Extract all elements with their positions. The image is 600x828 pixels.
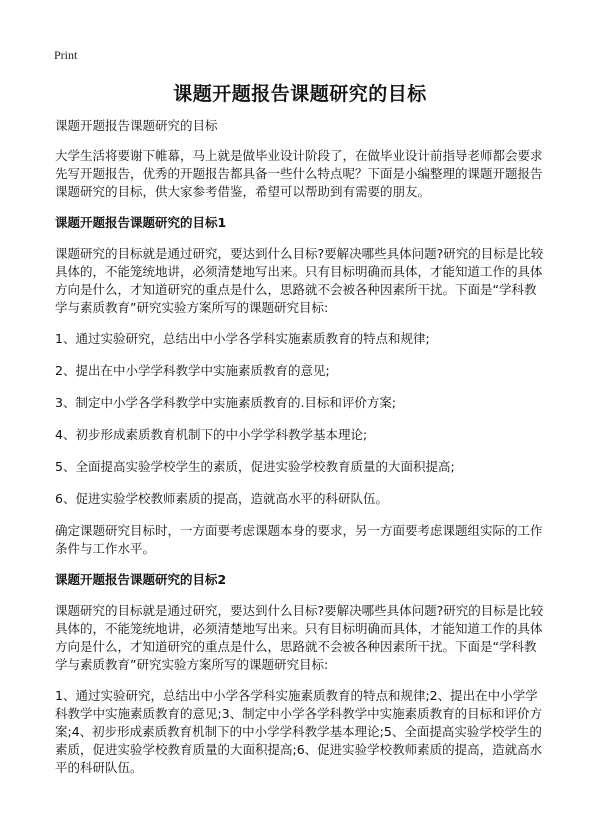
goal-list-item: 2、提出在中小学学科教学中实施素质教育的意见; bbox=[55, 363, 330, 378]
article-subtitle: 课题开题报告课题研究的目标 bbox=[55, 118, 218, 133]
article-body bbox=[55, 117, 545, 790]
intro-paragraph: 大学生活将要谢下帷幕，马上就是做毕业设计阶段了，在做毕业设计前指导老师都会要求先写开题报告，优秀的开题报告都具备一些什么特点呢？下面是小编整理的课题开题报告课题研究的目标，供大家参考借鉴，希望可以帮助到有需要的朋友。 bbox=[55, 148, 543, 199]
goal-list-item: 4、初步形成素质教育机制下的中小学学科教学基本理论; bbox=[55, 427, 368, 442]
goal-list-item: 1、通过实验研究，总结出中小学各学科实施素质教育的特点和规律; bbox=[55, 331, 430, 346]
section-1-heading: 课题开题报告课题研究的目标1 bbox=[55, 215, 227, 230]
section-2-heading: 课题开题报告课题研究的目标2 bbox=[55, 572, 227, 587]
section-2-paragraph: 课题研究的目标就是通过研究，要达到什么目标?要解决哪些具体问题?研究的目标是比较具体的，不能笼统地讲，必须清楚地写出来。只有目标明确而具体，才能知道工作的具体方向是什么，才知道研究的重点是什么，思路就不会被各种因素所干扰。下面是“学科教学与素质教育”研究实验方案所写的课题研究目标: bbox=[55, 603, 544, 672]
goal-list-item: 3、制定中小学各学科教学中实施素质教育的.目标和评价方案; bbox=[55, 395, 397, 410]
print-link[interactable]: Print bbox=[54, 48, 78, 62]
goal-list-item: 6、促进实验学校教师素质的提高，造就高水平的科研队伍。 bbox=[55, 491, 388, 506]
goal-list-item: 5、全面提高实验学校学生的素质，促进实验学校教育质量的大面积提高; bbox=[55, 459, 455, 474]
section-2-goal-list: 1、通过实验研究，总结出中小学各学科实施素质教育的特点和规律;2、提出在中小学学科教学中实施素质教育的意见;3、制定中小学各学科教学中实施素质教育的目标和评价方案;4、初步形成素质教育机制下的中小学学科教学基本理论;5、全面提高实验学校学生的素质，促进实验学校教育质量的大面积提高;6、促进实验学校教师素质的提高，造就高水平的科研队伍。 bbox=[55, 688, 543, 775]
section-1-closing: 确定课题研究目标时，一方面要考虑课题本身的要求，另一方面要考虑课题组实际的工作条件与工作水平。 bbox=[55, 523, 543, 556]
section-1-paragraph: 课题研究的目标就是通过研究，要达到什么目标?要解决哪些具体问题?研究的目标是比较具体的，不能笼统地讲，必须清楚地写出来。只有目标明确而具体，才能知道工作的具体方向是什么，才知道研究的重点是什么，思路就不会被各种因素所干扰。下面是“学科教学与素质教育”研究实验方案所写的课题研究目标: bbox=[55, 246, 544, 315]
page-title: 课题开题报告课题研究的目标 bbox=[173, 83, 427, 105]
